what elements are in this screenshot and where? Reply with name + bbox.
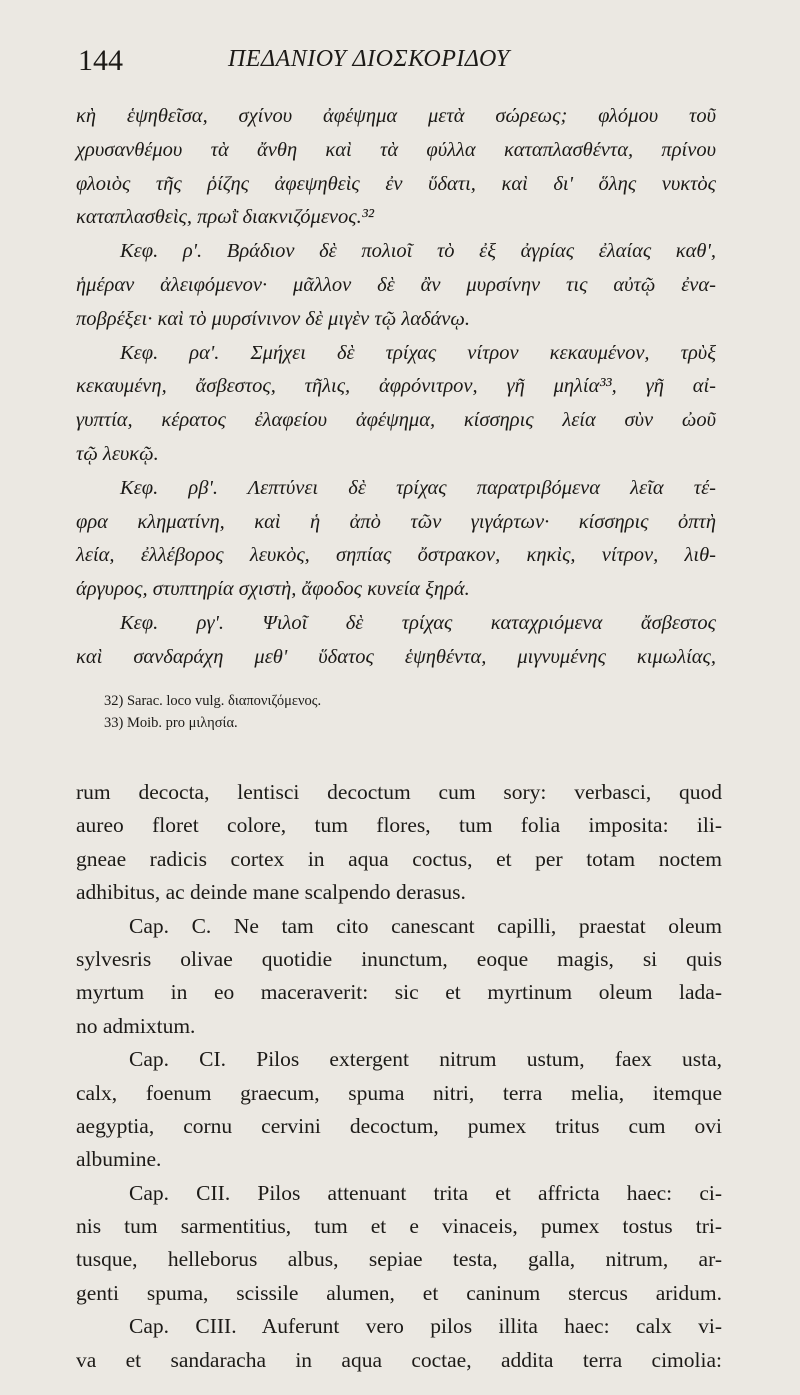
greek-line: Κεφ. ρ'. Βράδιον δὲ πολιοῖ τὸ ἐξ ἀγρίας ἐλαίας καθ', — [120, 240, 716, 263]
latin-line: gneae radicis cortex in aqua coctus, et per totam noctem — [76, 846, 722, 871]
greek-line: άργυρος, στυπτηρία σχιστὴ, ἄφοδος κυνεία ξηρά. — [76, 578, 470, 601]
greek-text-block — [76, 100, 716, 675]
latin-line: rum decocta, lentisci decoctum cum sory: verbasci, quod — [76, 780, 722, 804]
latin-line: albumine. — [76, 1147, 162, 1172]
latin-line: tusque, helleborus albus, sepiae testa, galla, nitrum, ar- — [76, 1247, 722, 1272]
latin-text-block — [76, 776, 722, 1377]
latin-line: sylvesris olivae quotidie inunctum, eoque magis, si quis — [76, 946, 722, 971]
greek-line: χρυσανθέμου τὰ ἄνθη καὶ τὰ φύλλα καταπλασθέντα, πρίνου — [76, 138, 716, 161]
latin-line: aureo floret colore, tum flores, tum folia imposita: ili- — [76, 813, 722, 838]
greek-line: λεία, ἐλλέβορος λευκὸς, σηπίας ὄστρακον, κηκὶς, νίτρον, λιθ- — [76, 544, 716, 567]
latin-line: no admixtum. — [76, 1013, 196, 1038]
greek-line: τῷ λευκῷ. — [76, 442, 159, 465]
latin-line: Cap. CIII. Auferunt vero pilos illita haec: calx vi- — [129, 1314, 722, 1339]
greek-line: φλοιὸς τῆς ῥίζης ἀφεψηθεὶς ἐν ὕδατι, καὶ δι' ὅλης νυκτὸς — [76, 172, 716, 195]
latin-line: va et sandaracha in aqua coctae, addita terra cimolia: — [76, 1347, 722, 1372]
latin-line: Cap. CI. Pilos extergent nitrum ustum, faex usta, — [129, 1047, 722, 1072]
greek-line: καὶ σανδαράχη μεθ' ὕδατος ἑψηθέντα, μιγνυμένης κιμωλίας, — [76, 645, 716, 668]
latin-line: Cap. CII. Pilos attenuant trita et affricta haec: ci- — [129, 1180, 722, 1205]
page-header — [78, 44, 718, 84]
latin-line: genti spuma, scissile alumen, et caninum stercus aridum. — [76, 1280, 722, 1305]
greek-line: ἡμέραν ἀλειφόμενον· μᾶλλον δὲ ἂν μυρσίνην τις αὐτῷ ἐνα- — [76, 273, 716, 296]
greek-line: γυπτία, κέρατος ἐλαφείου ἀφέψημα, κίσσηρις λεία σὺν ὠοῦ — [76, 409, 716, 432]
greek-line: Κεφ. ρα'. Σμήχει δὲ τρίχας νίτρον κεκαυμένον, τρὺξ — [120, 341, 716, 364]
footnotes — [104, 690, 604, 734]
latin-line: aegyptia, cornu cervini decoctum, pumex tritus cum ovi — [76, 1113, 722, 1138]
greek-line: φρα κληματίνη, καὶ ἡ ἀπὸ τῶν γιγάρτων· κίσσηρις ὀπτὴ — [76, 510, 716, 533]
page-number: 144 — [78, 44, 123, 77]
latin-line: adhibitus, ac deinde mane scalpendo derasus. — [76, 880, 466, 905]
greek-line: ποβρέξει· καὶ τὸ μυρσίνινον δὲ μιγὲν τῷ λαδάνῳ. — [76, 307, 470, 330]
greek-line: καταπλασθεὶς, πρωῒ διακνιζόμενος.³² — [76, 206, 374, 229]
latin-line: Cap. C. Ne tam cito canescant capilli, praestat oleum — [129, 913, 722, 938]
latin-line: calx, foenum graecum, spuma nitri, terra melia, itemque — [76, 1080, 722, 1105]
greek-line: Κεφ. ρβ'. Λεπτύνει δὲ τρίχας παρατριβόμενα λεῖα τέ- — [120, 476, 716, 499]
greek-line: Κεφ. ργ'. Ψιλοῖ δὲ τρίχας καταχριόμενα ἄσβεστος — [120, 611, 716, 634]
latin-line: myrtum in eo maceraverit: sic et myrtinum oleum lada- — [76, 980, 722, 1005]
footnote: 33) Moib. pro μιλησία. — [104, 715, 238, 731]
latin-line: nis tum sarmentitius, tum et e vinaceis, pumex tostus tri- — [76, 1214, 722, 1239]
running-title: ΠΕΔΑΝΙΟΥ ΔΙΟΣΚΟΡΙΔΟΥ — [228, 46, 510, 72]
greek-line: κεκαυμένη, ἄσβεστος, τῆλις, ἀφρόνιτρον, γῆ μηλία³³, γῆ αἰ- — [76, 375, 716, 398]
greek-line: κὴ ἑψηθεῖσα, σχίνου ἀφέψημα μετὰ σώρεως; φλόμου τοῦ — [76, 105, 716, 127]
footnote: 32) Sarac. loco vulg. διαπονιζόμενος. — [104, 693, 322, 709]
